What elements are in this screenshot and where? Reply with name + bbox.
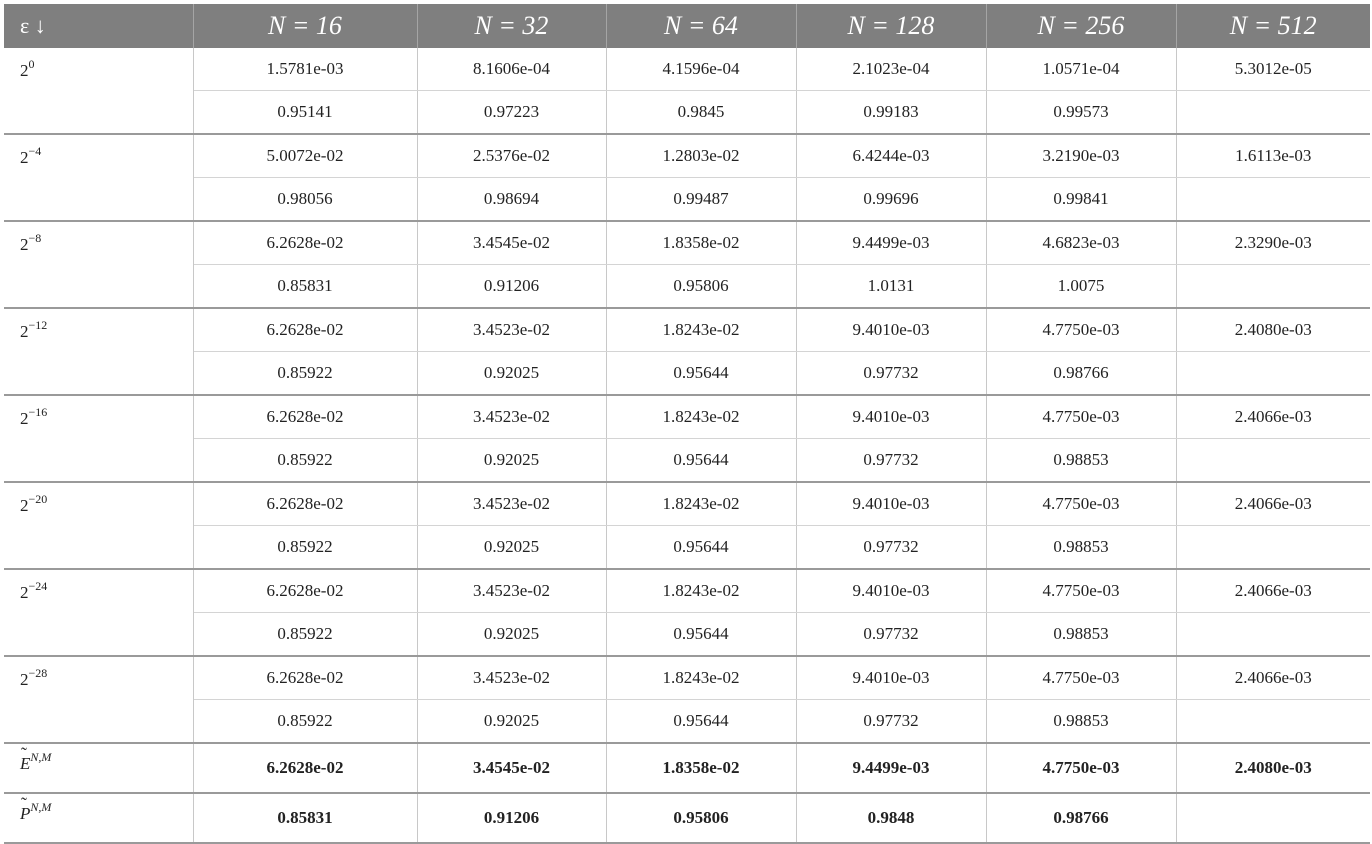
- error-cell: 3.4523e-02: [417, 569, 606, 613]
- error-cell: 8.1606e-04: [417, 48, 606, 91]
- header-label: N = 64: [664, 11, 738, 40]
- table-row: [4, 569, 1370, 613]
- table-row: [4, 265, 1370, 309]
- table-row: [4, 395, 1370, 439]
- epsilon-exponent: −8: [28, 231, 42, 245]
- summary-cell: 3.4545e-02: [417, 743, 606, 793]
- rate-cell: [1176, 265, 1370, 309]
- rate-cell: [1176, 352, 1370, 396]
- results-table-container: [4, 4, 1370, 844]
- error-cell: 1.2803e-02: [606, 134, 796, 178]
- summary-cell: [1176, 793, 1370, 843]
- error-cell: 2.4066e-03: [1176, 569, 1370, 613]
- epsilon-exponent: −4: [28, 144, 42, 158]
- rate-cell: 0.92025: [417, 352, 606, 396]
- rate-cell: 0.95644: [606, 700, 796, 744]
- error-cell: 1.8358e-02: [606, 221, 796, 265]
- error-cell: 4.7750e-03: [986, 395, 1176, 439]
- summary-cell: 0.91206: [417, 793, 606, 843]
- rate-cell: 0.85922: [193, 526, 417, 570]
- rate-cell: [1176, 439, 1370, 483]
- rate-cell: [1176, 526, 1370, 570]
- rate-cell: 0.98853: [986, 439, 1176, 483]
- error-cell: 9.4010e-03: [796, 569, 986, 613]
- error-cell: 4.7750e-03: [986, 308, 1176, 352]
- table-row: [4, 613, 1370, 657]
- max-error-row: [4, 743, 1370, 793]
- epsilon-base: 2: [20, 670, 29, 689]
- error-cell: 6.2628e-02: [193, 395, 417, 439]
- epsilon-exponent: −16: [28, 405, 48, 419]
- rate-cell: 0.99696: [796, 178, 986, 222]
- rate-cell: 0.85922: [193, 439, 417, 483]
- error-cell: 2.5376e-02: [417, 134, 606, 178]
- convergence-table: [4, 4, 1370, 844]
- epsilon-base: 2: [20, 322, 29, 341]
- summary-cell: 6.2628e-02: [193, 743, 417, 793]
- header-label: N = 256: [1037, 11, 1125, 40]
- error-cell: 6.2628e-02: [193, 221, 417, 265]
- summary-cell: 0.9848: [796, 793, 986, 843]
- summary-symbol: ˜ E: [20, 754, 30, 774]
- table-row: [4, 91, 1370, 135]
- error-cell: 6.2628e-02: [193, 308, 417, 352]
- header-n32: [417, 4, 606, 48]
- rate-cell: [1176, 178, 1370, 222]
- rate-cell: 0.85922: [193, 613, 417, 657]
- table-row: [4, 526, 1370, 570]
- error-cell: 1.8243e-02: [606, 482, 796, 526]
- epsilon-base: 2: [20, 235, 29, 254]
- error-cell: 2.4066e-03: [1176, 482, 1370, 526]
- error-cell: 2.4066e-03: [1176, 395, 1370, 439]
- summary-superscript: N,M: [30, 800, 52, 814]
- rate-cell: 1.0131: [796, 265, 986, 309]
- error-cell: 3.4523e-02: [417, 395, 606, 439]
- error-cell: 3.4523e-02: [417, 308, 606, 352]
- rate-cell: 0.98853: [986, 613, 1176, 657]
- epsilon-base: 2: [20, 61, 29, 80]
- epsilon-exponent: −12: [28, 318, 48, 332]
- rate-cell: 0.92025: [417, 439, 606, 483]
- rate-cell: 0.95141: [193, 91, 417, 135]
- rate-cell: 0.98853: [986, 700, 1176, 744]
- min-rate-row: [4, 793, 1370, 843]
- error-cell: 4.6823e-03: [986, 221, 1176, 265]
- epsilon-header: ε ↓: [4, 4, 193, 48]
- table-row: [4, 48, 1370, 91]
- table-row: [4, 178, 1370, 222]
- rate-cell: 0.97223: [417, 91, 606, 135]
- rate-cell: 0.98694: [417, 178, 606, 222]
- error-cell: 4.1596e-04: [606, 48, 796, 91]
- error-cell: 6.2628e-02: [193, 482, 417, 526]
- table-body: [4, 48, 1370, 843]
- header-n256: [986, 4, 1176, 48]
- epsilon-value: [4, 656, 193, 743]
- header-label: N = 32: [474, 11, 549, 40]
- rate-cell: 0.95644: [606, 613, 796, 657]
- error-cell: 2.4080e-03: [1176, 308, 1370, 352]
- rate-cell: 0.98853: [986, 526, 1176, 570]
- summary-cell: 2.4080e-03: [1176, 743, 1370, 793]
- epsilon-value: [4, 395, 193, 482]
- min-rate-label: [4, 793, 193, 843]
- error-cell: 9.4010e-03: [796, 482, 986, 526]
- error-cell: 6.2628e-02: [193, 656, 417, 700]
- rate-cell: 0.98056: [193, 178, 417, 222]
- epsilon-base: 2: [20, 496, 29, 515]
- epsilon-exponent: −28: [28, 666, 48, 680]
- error-cell: 1.0571e-04: [986, 48, 1176, 91]
- epsilon-exponent: 0: [28, 57, 35, 71]
- rate-cell: 0.92025: [417, 613, 606, 657]
- error-cell: 3.4523e-02: [417, 656, 606, 700]
- rate-cell: 0.95644: [606, 526, 796, 570]
- rate-cell: 0.91206: [417, 265, 606, 309]
- error-cell: 9.4010e-03: [796, 308, 986, 352]
- header-label: N = 512: [1229, 11, 1317, 40]
- rate-cell: 0.99487: [606, 178, 796, 222]
- error-cell: 2.1023e-04: [796, 48, 986, 91]
- error-cell: 3.4545e-02: [417, 221, 606, 265]
- table-row: [4, 656, 1370, 700]
- header-n16: [193, 4, 417, 48]
- header-label: N = 16: [268, 11, 342, 40]
- rate-cell: 0.99841: [986, 178, 1176, 222]
- error-cell: 6.2628e-02: [193, 569, 417, 613]
- summary-cell: 9.4499e-03: [796, 743, 986, 793]
- error-cell: 9.4499e-03: [796, 221, 986, 265]
- rate-cell: 0.92025: [417, 526, 606, 570]
- error-cell: 9.4010e-03: [796, 656, 986, 700]
- rate-cell: 0.85831: [193, 265, 417, 309]
- rate-cell: 0.95644: [606, 439, 796, 483]
- error-cell: 1.8243e-02: [606, 308, 796, 352]
- rate-cell: [1176, 700, 1370, 744]
- error-cell: 3.2190e-03: [986, 134, 1176, 178]
- rate-cell: 0.98766: [986, 352, 1176, 396]
- rate-cell: 0.95644: [606, 352, 796, 396]
- table-row: [4, 134, 1370, 178]
- error-cell: 2.4066e-03: [1176, 656, 1370, 700]
- error-cell: 6.4244e-03: [796, 134, 986, 178]
- rate-cell: 0.85922: [193, 700, 417, 744]
- summary-symbol: ˜ P: [20, 804, 30, 824]
- error-cell: 1.8243e-02: [606, 395, 796, 439]
- table-row: [4, 308, 1370, 352]
- rate-cell: 1.0075: [986, 265, 1176, 309]
- epsilon-base: 2: [20, 148, 29, 167]
- error-cell: 5.3012e-05: [1176, 48, 1370, 91]
- epsilon-value: [4, 569, 193, 656]
- error-cell: 1.8243e-02: [606, 656, 796, 700]
- rate-cell: 0.85922: [193, 352, 417, 396]
- error-cell: 4.7750e-03: [986, 482, 1176, 526]
- rate-cell: 0.97732: [796, 352, 986, 396]
- rate-cell: [1176, 91, 1370, 135]
- table-row: [4, 700, 1370, 744]
- header-label: N = 128: [847, 11, 935, 40]
- summary-cell: 0.95806: [606, 793, 796, 843]
- rate-cell: 0.92025: [417, 700, 606, 744]
- epsilon-exponent: −24: [28, 579, 48, 593]
- epsilon-value: [4, 221, 193, 308]
- error-cell: 3.4523e-02: [417, 482, 606, 526]
- max-error-label: [4, 743, 193, 793]
- error-cell: 9.4010e-03: [796, 395, 986, 439]
- rate-cell: 0.97732: [796, 439, 986, 483]
- error-cell: 4.7750e-03: [986, 656, 1176, 700]
- header-n128: [796, 4, 986, 48]
- epsilon-value: [4, 48, 193, 134]
- error-cell: 5.0072e-02: [193, 134, 417, 178]
- rate-cell: 0.95806: [606, 265, 796, 309]
- error-cell: 1.6113e-03: [1176, 134, 1370, 178]
- rate-cell: [1176, 613, 1370, 657]
- error-cell: 4.7750e-03: [986, 569, 1176, 613]
- summary-cell: 1.8358e-02: [606, 743, 796, 793]
- rate-cell: 0.97732: [796, 700, 986, 744]
- epsilon-exponent: −20: [28, 492, 48, 506]
- epsilon-value: [4, 308, 193, 395]
- summary-cell: 4.7750e-03: [986, 743, 1176, 793]
- error-cell: 1.5781e-03: [193, 48, 417, 91]
- epsilon-base: 2: [20, 409, 29, 428]
- rate-cell: 0.99573: [986, 91, 1176, 135]
- table-row: [4, 482, 1370, 526]
- epsilon-value: [4, 482, 193, 569]
- header-row: [4, 4, 1370, 48]
- summary-cell: 0.98766: [986, 793, 1176, 843]
- epsilon-value: [4, 134, 193, 221]
- rate-cell: 0.9845: [606, 91, 796, 135]
- summary-superscript: N,M: [30, 750, 52, 764]
- header-n64: [606, 4, 796, 48]
- header-n512: [1176, 4, 1370, 48]
- table-row: [4, 439, 1370, 483]
- error-cell: 2.3290e-03: [1176, 221, 1370, 265]
- rate-cell: 0.97732: [796, 613, 986, 657]
- epsilon-base: 2: [20, 583, 29, 602]
- error-cell: 1.8243e-02: [606, 569, 796, 613]
- summary-cell: 0.85831: [193, 793, 417, 843]
- rate-cell: 0.97732: [796, 526, 986, 570]
- table-row: [4, 352, 1370, 396]
- rate-cell: 0.99183: [796, 91, 986, 135]
- table-row: [4, 221, 1370, 265]
